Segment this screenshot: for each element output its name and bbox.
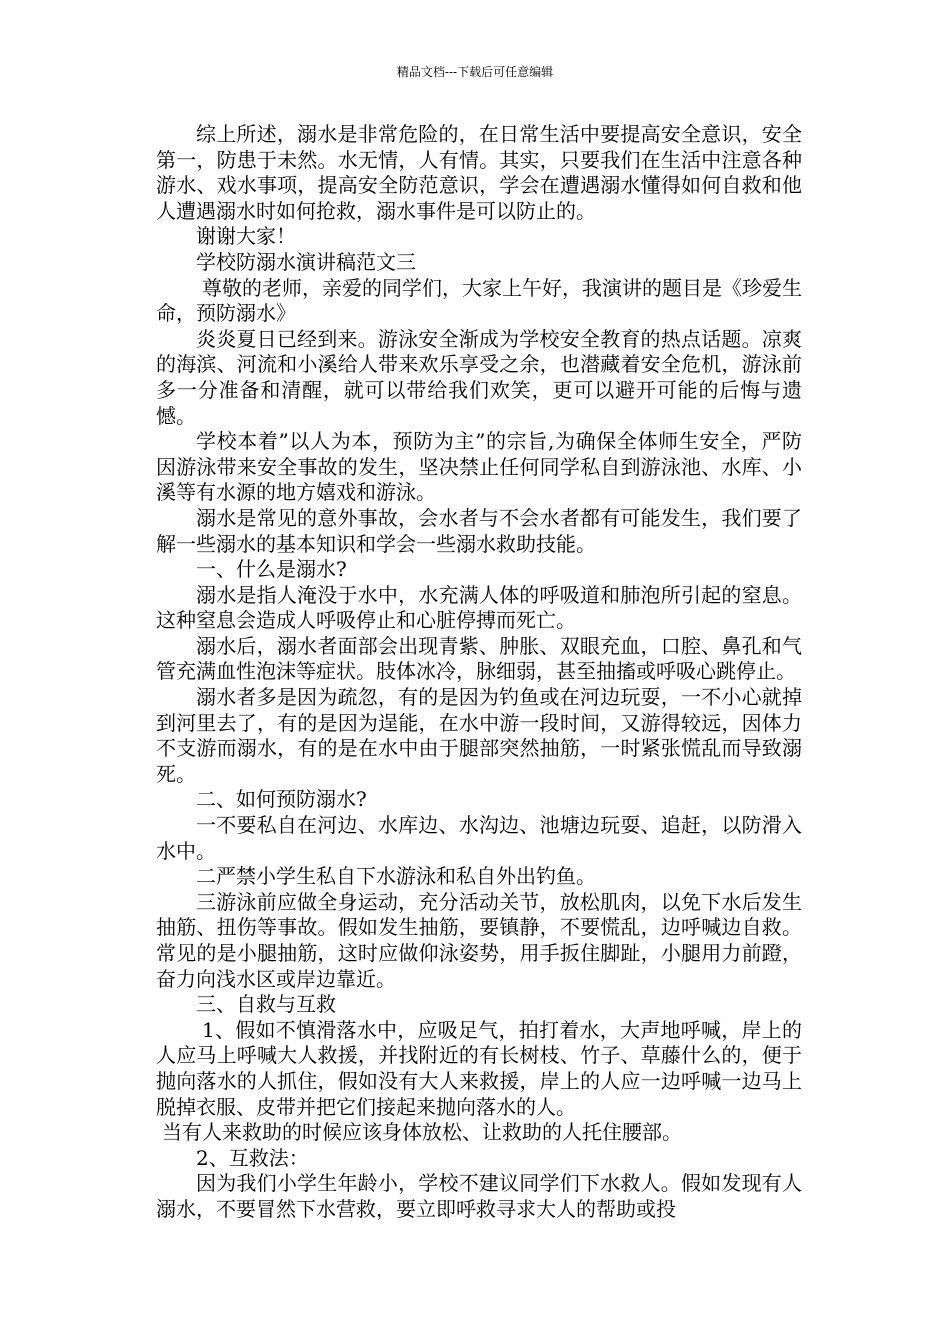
paragraph: 溺水是指人淹没于水中，水充满人体的呼吸道和肺泡所引起的窒息。这种窒息会造成人呼吸停止和心脏停搏而死亡。	[156, 582, 802, 633]
paragraph: 炎炎夏日已经到来。游泳安全渐成为学校安全教育的热点话题。凉爽的海滨、河流和小溪给人带来欢乐享受之余，也潜藏着安全危机，游泳前多一分准备和清醒，就可以带给我们欢笑，更可以避开可能的后悔与遗憾。	[156, 326, 802, 428]
paragraph: 因为我们小学生年龄小，学校不建议同学们下水救人。假如发现有人溺水，不要冒然下水营救，要立即呼救寻求大人的帮助或投	[156, 1171, 802, 1221]
document-body	[156, 122, 802, 1223]
paragraph: 1、假如不慎滑落水中，应吸足气，拍打着水，大声地呼喊，岸上的人应马上呼喊大人救援，并找附近的有长树枝、竹子、草藤什么的，便于抛向落水的人抓住，假如没有大人来救援，岸上的人应一边呼喊一边马上脱掉衣服、皮带并把它们接起来抛向落水的人。	[156, 1017, 802, 1119]
section-heading: 二、如何预防溺水?	[196, 787, 367, 812]
paragraph: 一不要私自在河边、水库边、水沟边、池塘边玩耍、追赶，以防滑入水中。	[156, 813, 802, 863]
paragraph: 尊敬的老师，亲爱的同学们，大家上午好，我演讲的题目是《珍爱生命，预防溺水》	[156, 275, 802, 326]
paragraph: 谢谢大家！	[196, 224, 296, 249]
paragraph: 三游泳前应做全身运动，充分活动关节，放松肌肉，以免下水后发生抽筋、扭伤等事故。假如发生抽筋，要镇静，不要慌乱，边呼喊边自救。常见的是小腿抽筋，这时应做仰泳姿势，用手扳住脚趾，小腿用力前蹬，奋力向浅水区或岸边靠近。	[156, 889, 802, 991]
page-header: 精品文档---下载后可任意编辑	[396, 65, 554, 79]
paragraph: 溺水者多是因为疏忽，有的是因为钓鱼或在河边玩耍，一不小心就掉到河里去了，有的是因为逞能，在水中游一段时间，又游得较远，因体力不支游而溺水，有的是在水中由于腿部突然抽筋，一时紧张慌乱而导致溺死。	[156, 685, 802, 786]
paragraph: 当有人来救助的时候应该身体放松、让救助的人托住腰部。	[162, 1120, 682, 1145]
paragraph: 溺水后，溺水者面部会出现青紫、肿胀、双眼充血，口腔、鼻孔和气管充满血性泡沫等症状。肢体冰冷，脉细弱，甚至抽搐或呼吸心跳停止。	[156, 633, 802, 684]
section-title: 学校防溺水演讲稿范文三	[196, 249, 416, 274]
paragraph: 溺水是常见的意外事故，会水者与不会水者都有可能发生，我们要了解一些溺水的基本知识和学会一些溺水救助技能。	[156, 505, 802, 556]
paragraph: 综上所述，溺水是非常危险的，在日常生活中要提高安全意识，安全第一，防患于未然。水无情，人有情。其实，只要我们在生活中注意各种游水、戏水事项，提高安全防范意识，学会在遭遇溺水懂得如何自救和他人遭遇溺水时如何抢救，溺水事件是可以防止的。	[156, 122, 802, 223]
section-heading: 一、什么是溺水?	[196, 557, 347, 582]
section-heading: 三、自救与互救	[196, 992, 336, 1017]
paragraph: 学校本着”以人为本，预防为主”的宗旨,为确保全体师生安全，严防因游泳带来安全事故的发生，坚决禁止任何同学私自到游泳池、水库、小溪等有水源的地方嬉戏和游泳。	[156, 429, 802, 505]
paragraph: 2、互救法：	[196, 1145, 309, 1170]
paragraph: 二严禁小学生私自下水游泳和私自外出钓鱼。	[196, 864, 596, 889]
